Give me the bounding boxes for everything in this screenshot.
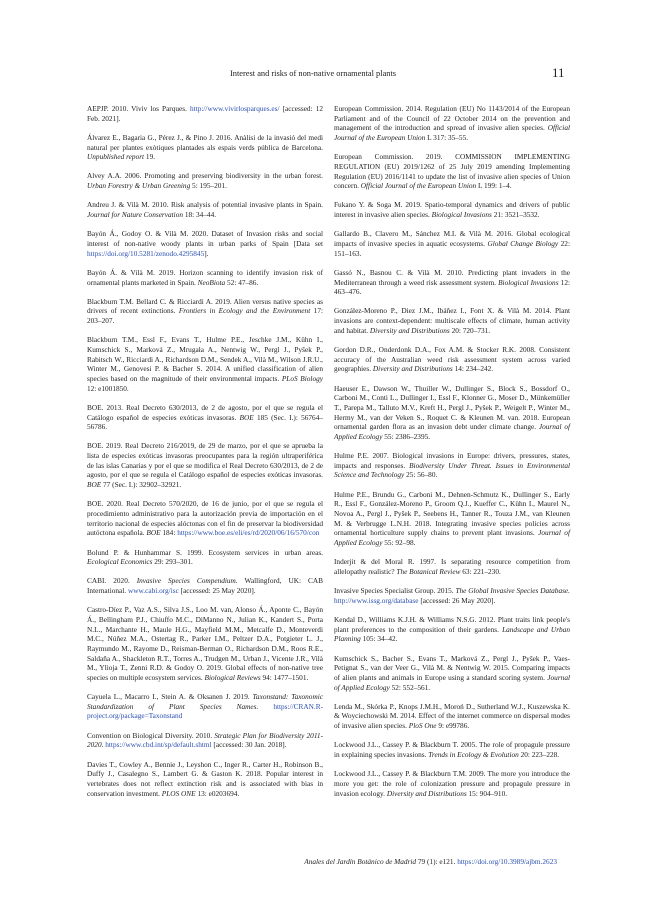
- reference-details: L 317: 35–55.: [425, 132, 469, 142]
- reference-details: 20: 720–731.: [449, 325, 491, 335]
- reference-details: 12: 463–476.: [334, 277, 570, 297]
- reference-text: Lockwood J.L., Cassey P. & Blackburn T. 2005. The role of propagule pressure in explaining species invasions.: [334, 740, 570, 760]
- reference-text: Álvarez E., Bagaria G., Pérez J., & Pino J. 2016. Anàlisi de la invasió del medi natural per plantes exòtiques plantades als espais verds pública de Barcelona.: [87, 132, 323, 152]
- reference-text: Castro-Díez P., Vaz A.S., Silva J.S., Loo M. van, Alonso Á., Aponte C., Bayón Á., Bellingham P.J., Chiuffo M.C., DiManno N., Julian K., Kandert S., Porta N.L., Marchante H., Maule H.G., Mayfield M.M., Metcalfe D., Monteverdi M.C., Núñez M.A., Ostertag R., Parker I.M., Peltzer D.A., Potgieter L. J., Raymundo M., Rayome D., Reisman-Berman O., Richardson D.M., Roos R.E., Saldaña A., Shackleton R.T., Torres A., Trudgen M., Urban J., Vicente J.R., Vilà M., Ylioja T., Zenni R.D. & Godoy O. 2019. Global effects of non-native tree species on multiple ecosystem services.: [87, 605, 323, 682]
- reference-details: 55: 2386–2395.: [382, 431, 431, 441]
- reference-source: Strategic Plan for Biodiversity 2011-2020.: [87, 730, 323, 750]
- reference-details: 9: e99786.: [436, 721, 470, 731]
- reference-source: BOE: [239, 412, 254, 422]
- reference-details: 13: e0203694.: [195, 788, 240, 798]
- reference-source: PLoS Biology: [281, 373, 323, 383]
- reference-details: 14: 234–242.: [452, 364, 494, 374]
- reference-text: Gallardo B., Clavero M., Sánchez M.I. & Vilà M. 2016. Global ecological impacts of invasive species in aquatic ecosystems.: [334, 229, 570, 248]
- reference-text: European Commission. 2014. Regulation (EU) No 1143/2014 of the European Parliament and of the Council of 22 October 2014 on the prevention and management of the introduction and spread of invasive alien species.: [334, 104, 570, 133]
- reference-details: 21: 3521–3532.: [491, 210, 540, 220]
- reference-text: BOE. 2020. Real Decreto 570/2020, de 16 de junio, por el que se regula el procedimiento administrativo para la autorización previa de importación en el territorio nacional de especies alóctonas con el fin de preservar la biodiversidad autóctona española.: [87, 499, 323, 538]
- footer-journal: Anales del Jardín Botánico de Madrid: [304, 857, 417, 866]
- reference-source: Unpublished report: [87, 152, 145, 162]
- reference-source: BOE: [146, 528, 161, 538]
- reference-text: Cayuela L., Macarro I., Stein A. & Oksanen J. 2019.: [87, 692, 253, 702]
- reference-accessed: [accessed: 25 May 2020].: [178, 586, 256, 596]
- reference-source: PloS One: [408, 721, 437, 731]
- reference-accessed: [accessed: 30 Jan. 2018].: [211, 740, 287, 750]
- reference-text: Bayón Á. & Vilà M. 2019. Horizon scanning to identify invasion risk of ornamental plants marketed in Spain.: [87, 267, 323, 287]
- reference-entry: [334, 557, 570, 576]
- reference-source: Invasive Species Compendium.: [136, 576, 238, 586]
- reference-source: Trends in Ecology & Evolution: [428, 750, 519, 760]
- reference-source: Journal for Nature Conservation: [87, 210, 184, 220]
- reference-text: Haeuser E., Dawson W., Thuiller W., Dullinger S., Block S., Bossdorf O., Carboni M., Conti L., Dullinger I., Essl F., Klonner G., Moser D., Münkemüller T., Parepa M., Talluto M.V., Kreft H., Pergl J., Pyšek P., Weigelt P., Winter M., Hermy M., van der Veken S., Roquet C. & Kleunen M. van. 2018. European ornamental garden flora as an invasion debt under climate change.: [334, 383, 570, 432]
- reference-entry: [334, 384, 570, 442]
- reference-source: Biological Reviews: [204, 672, 261, 682]
- reference-text: AEPJP. 2010. Viviv los Parques.: [87, 104, 191, 113]
- reference-details: Wallingford, UK: CAB International.: [87, 576, 324, 596]
- reference-entry: [87, 731, 323, 750]
- reference-text: Inderjit & del Moral R. 1997. Is separating resource competition from allelopathy realistic?: [334, 557, 570, 576]
- reference-source: Official Journal of the European Union: [360, 181, 477, 191]
- reference-text: Blackburn T.M. Bellard C. & Ricciardi A. 2019. Alien versus native species as drivers of recent extinctions.: [87, 296, 323, 316]
- reference-details: 25: 56–80.: [404, 470, 438, 480]
- reference-column-right: [334, 104, 570, 808]
- reference-link[interactable]: https://CRAN.R-project.org/package=Taxonstand: [87, 701, 323, 721]
- footer-doi-link[interactable]: https://doi.org/10.3989/ajbm.2623: [457, 857, 557, 866]
- reference-details: 185 (Sec. I.): 56764–56786.: [87, 412, 323, 432]
- reference-entry: [334, 615, 570, 644]
- reference-text: Andreu J. & Vilà M. 2010. Risk analysis of potential invasive plants in Spain.: [87, 200, 323, 210]
- reference-text: Gordon D.R., Onderdonk D.A., Fox A.M. & Stocker R.K. 2008. Consistent accuracy of the Australian weed risk assessment system across varied geographies.: [334, 345, 570, 374]
- reference-text: Blackburn T.M., Essl F., Evans T., Hulme P.E., Jeschke J.M., Kühn I., Kumschick S., Marková Z., Mrugała A., Nentwig W., Pergl J., Pyšek P., Rabitsch W., Ricciardi A., Richardson D.M., Sendek A., Vilà M., Wilson J.R.U., Winter M., Genovesi P. & Bacher S. 2014. A unified classification of alien species based on the magnitude of their environmental impacts.: [87, 335, 323, 383]
- reference-text: Lenda M., Skórka P., Knops J.M.H., Moroń D., Sutherland W.J., Kuszewska K. & Woyciechowski M. 2014. Effect of the internet commerce on dispersal modes of invasive alien species.: [334, 701, 570, 731]
- reference-source: Biological Invasions: [431, 210, 492, 220]
- reference-entry: [87, 104, 323, 123]
- reference-link[interactable]: http://www.vivirlosparques.es/: [190, 104, 280, 113]
- page-header: [0, 65, 650, 82]
- reference-entry: [334, 229, 570, 258]
- reference-entry: [87, 441, 323, 489]
- reference-source: Biodiversity Under Threat. Issues in Environmental Science and Technology: [334, 460, 570, 480]
- reference-details: [258, 702, 273, 711]
- reference-source: Taxonstand: Taxonomic Standardization of Plant Species Names.: [87, 692, 323, 711]
- reference-details: 12: e1001850.: [87, 383, 129, 393]
- footer-citation: [304, 857, 557, 867]
- reference-text: Invasive Species Specialist Group. 2015.: [334, 586, 456, 596]
- reference-link[interactable]: https://doi.org/10.5281/zenodo.4295845: [87, 248, 205, 258]
- reference-entry: [334, 306, 570, 335]
- reference-entry: [334, 451, 570, 480]
- reference-entry: [87, 576, 323, 595]
- reference-text: Kendal D., Williams K.J.H. & Williams N.S.G. 2012. Plant traits link people's plant preferences to the composition of their gardens.: [334, 615, 570, 634]
- reference-source: The Global Invasive Species Database.: [455, 586, 570, 596]
- reference-source: Ecological Economics: [87, 557, 153, 567]
- reference-source: Frontiers in Ecology and the Environment: [178, 306, 311, 316]
- reference-source: Diversity and Distributions: [369, 325, 450, 335]
- reference-details: ].: [204, 248, 209, 258]
- reference-entry: [334, 104, 570, 143]
- reference-text: Alvey A.A. 2006. Promoting and preserving biodiversity in the urban forest.: [87, 171, 323, 181]
- reference-source: Landscape and Urban Planning: [334, 624, 570, 644]
- reference-entry: [87, 499, 323, 538]
- reference-entry: [334, 268, 570, 297]
- reference-entry: [87, 403, 323, 432]
- reference-entry: [87, 171, 323, 190]
- reference-accessed: [accessed: 26 May 2020].: [418, 595, 496, 605]
- reference-source: Journal of Applied Ecology: [334, 528, 570, 547]
- reference-entry: [87, 548, 323, 567]
- reference-link[interactable]: www.cabi.org/isc: [127, 586, 179, 596]
- reference-entry: [334, 200, 570, 219]
- reference-details: 105: 34–42.: [360, 634, 398, 644]
- reference-entry: [334, 702, 570, 731]
- reference-entry: [87, 268, 323, 287]
- reference-text: European Commission. 2019. COMMISSION IMPLEMENTING REGULATION (EU) 2019/1262 of 25 July 2019 amending Implementing Regulation (EU) 2016/1141 to update the list of invasive alien species of Union concern.: [334, 152, 570, 191]
- reference-details: 17: 203–207.: [87, 306, 323, 326]
- reference-entry: [87, 297, 323, 326]
- reference-entry: [334, 345, 570, 374]
- running-title: Interest and risks of non-native ornamental plants: [230, 69, 397, 78]
- reference-source: Global Change Biology: [487, 239, 559, 248]
- reference-entry: [334, 152, 570, 191]
- reference-details: 94: 1477–1501.: [260, 672, 309, 682]
- reference-source: Diversity and Distributions: [386, 788, 467, 798]
- reference-text: BOE. 2019. Real Decreto 216/2019, de 29 de marzo, por el que se aprueba la lista de especies exóticas invasoras preocupantes para la región ultraperiférica de las islas Canarias y por el que se modifica el Real Decreto 630/2013, de 2 de agosto, por el que se regula el Catálogo español de especies exóticas invasoras.: [87, 441, 323, 480]
- reference-details: 52: 552–561.: [389, 682, 431, 692]
- reference-column-left: [87, 104, 323, 808]
- footer-volume: 79 (1): e121.: [416, 857, 458, 866]
- reference-text: Gassó N., Basnou C. & Vilà M. 2010. Predicting plant invaders in the Mediterranean through a weed risk assessment system.: [334, 267, 570, 287]
- reference-source: Journal of Applied Ecology: [334, 422, 570, 441]
- reference-text: Bayón Á., Godoy O. & Vilà M. 2020. Dataset of Invasion risks and social interest of non-native woody plants in urban parks of Spain [Data set: [87, 229, 323, 248]
- reference-details: 52: 47–86.: [225, 277, 259, 287]
- reference-details: 20: 223–228.: [518, 750, 560, 760]
- reference-entry: [87, 229, 323, 258]
- reference-details: 77 (Sec. I.): 32902–32921.: [101, 480, 182, 490]
- reference-entry: [87, 335, 323, 393]
- reference-details: 5: 195–201.: [190, 181, 227, 191]
- reference-text: Hulme P.E., Brundu G., Carboni M., Dehnen-Schmutz K., Dullinger S., Early R., Essl F., González-Moreno P., Groom Q.J., Kueffer C., Kühn I., Maurel N., Novoa A., Pergl J., Pyšek P., Seebens H., Tanner R., Touza J.M., van Kleunen M. & Verbrugge L.N.H. 2018. Integrating invasive species policies across ornamental horticulture supply chains to prevent plant invasions.: [334, 489, 570, 538]
- reference-text: CABI. 2020.: [87, 576, 137, 586]
- reference-details: 29: 293–301.: [152, 557, 193, 567]
- reference-source: PLOS ONE: [161, 788, 196, 798]
- reference-source: Urban Forestry & Urban Greening: [87, 181, 191, 191]
- reference-text: BOE. 2013. Real Decreto 630/2013, de 2 de agosto, por el que se regula el Catálogo español de especies exóticas invasoras.: [87, 402, 323, 422]
- reference-source: Biological Invasions: [498, 277, 559, 287]
- reference-text: González-Moreno P., Diez J.M., Ibáñez I., Font X. & Vilà M. 2014. Plant invasions are context-dependent: multiscale effects of climate, human activity and habitat.: [334, 306, 570, 335]
- reference-text: Convention on Biological Diversity. 2010.: [87, 730, 215, 740]
- reference-entry: [87, 760, 323, 799]
- reference-text: Fukano Y. & Soga M. 2019. Spatio-temporal dynamics and drivers of public interest in invasive alien species.: [334, 200, 570, 220]
- reference-details: 55: 92–98.: [382, 537, 416, 547]
- reference-details: 19.: [144, 152, 156, 162]
- reference-entry: [87, 605, 323, 682]
- reference-details: 63: 221–230.: [460, 566, 501, 576]
- reference-source: BOE: [87, 480, 102, 490]
- reference-details: 15: 904–910.: [466, 788, 508, 798]
- reference-entry: [334, 740, 570, 759]
- page-footer: [0, 857, 650, 869]
- reference-source: NeoBiota: [197, 277, 226, 287]
- reference-entry: [87, 200, 323, 219]
- reference-entry: [334, 769, 570, 798]
- reference-entry: [87, 692, 323, 721]
- reference-text: Hulme P.E. 2007. Biological invasions in Europe: drivers, pressures, states, impacts and responses.: [334, 451, 570, 470]
- reference-text: Lockwood J.L., Cassey P. & Blackburn T.M. 2009. The more you introduce the more you get: the role of colonization pressure and propagule pressure in invasion ecology.: [334, 769, 570, 798]
- reference-source: Journal of Applied Ecology: [334, 672, 570, 692]
- reference-details: L 199: 1–4.: [476, 181, 512, 191]
- reference-entry: [334, 654, 570, 693]
- reference-link[interactable]: http://www.issg.org/database: [334, 595, 419, 605]
- reference-entry: [334, 490, 570, 548]
- reference-source: Diversity and Distributions: [372, 364, 453, 374]
- reference-text: Davies T., Cowley A., Bennie J., Leyshon C., Inger R., Carter H., Robinson B., Duffy J., Casalegno S., Lambert G. & Gaston K. 2018. Popular interest in vertebrates does not reflect extinction risk and is associated with bias in conservation investment.: [87, 759, 323, 798]
- reference-details: 22: 151–163.: [334, 239, 570, 258]
- reference-details: 184:: [160, 528, 178, 538]
- reference-text: Bolund P. & Hunhammar S. 1999. Ecosystem services in urban areas.: [87, 547, 323, 557]
- reference-entry: [334, 586, 570, 605]
- reference-entry: [87, 133, 323, 162]
- reference-source: The Botanical Review: [396, 566, 461, 576]
- reference-link[interactable]: https://www.cbd.int/sp/default.shtml: [105, 740, 212, 750]
- reference-source: Official Journal of the European Union: [334, 123, 570, 142]
- reference-details: 18: 34–44.: [183, 210, 217, 220]
- page-number: 11: [552, 65, 565, 80]
- reference-text: Kumschick S., Bacher S., Evans T., Marková Z., Pergl J., Pyšek P., Vaes-Petignat S., van der Veer G., Vilà M. & Nentwig W. 2015. Comparing impacts of alien plants and animals in Europe using a standard scoring system.: [334, 653, 570, 682]
- reference-link[interactable]: https://www.boe.es/eli/es/rd/2020/06/16/570/con: [177, 528, 320, 538]
- reference-details: [accessed: 12 Feb. 2021].: [87, 104, 323, 123]
